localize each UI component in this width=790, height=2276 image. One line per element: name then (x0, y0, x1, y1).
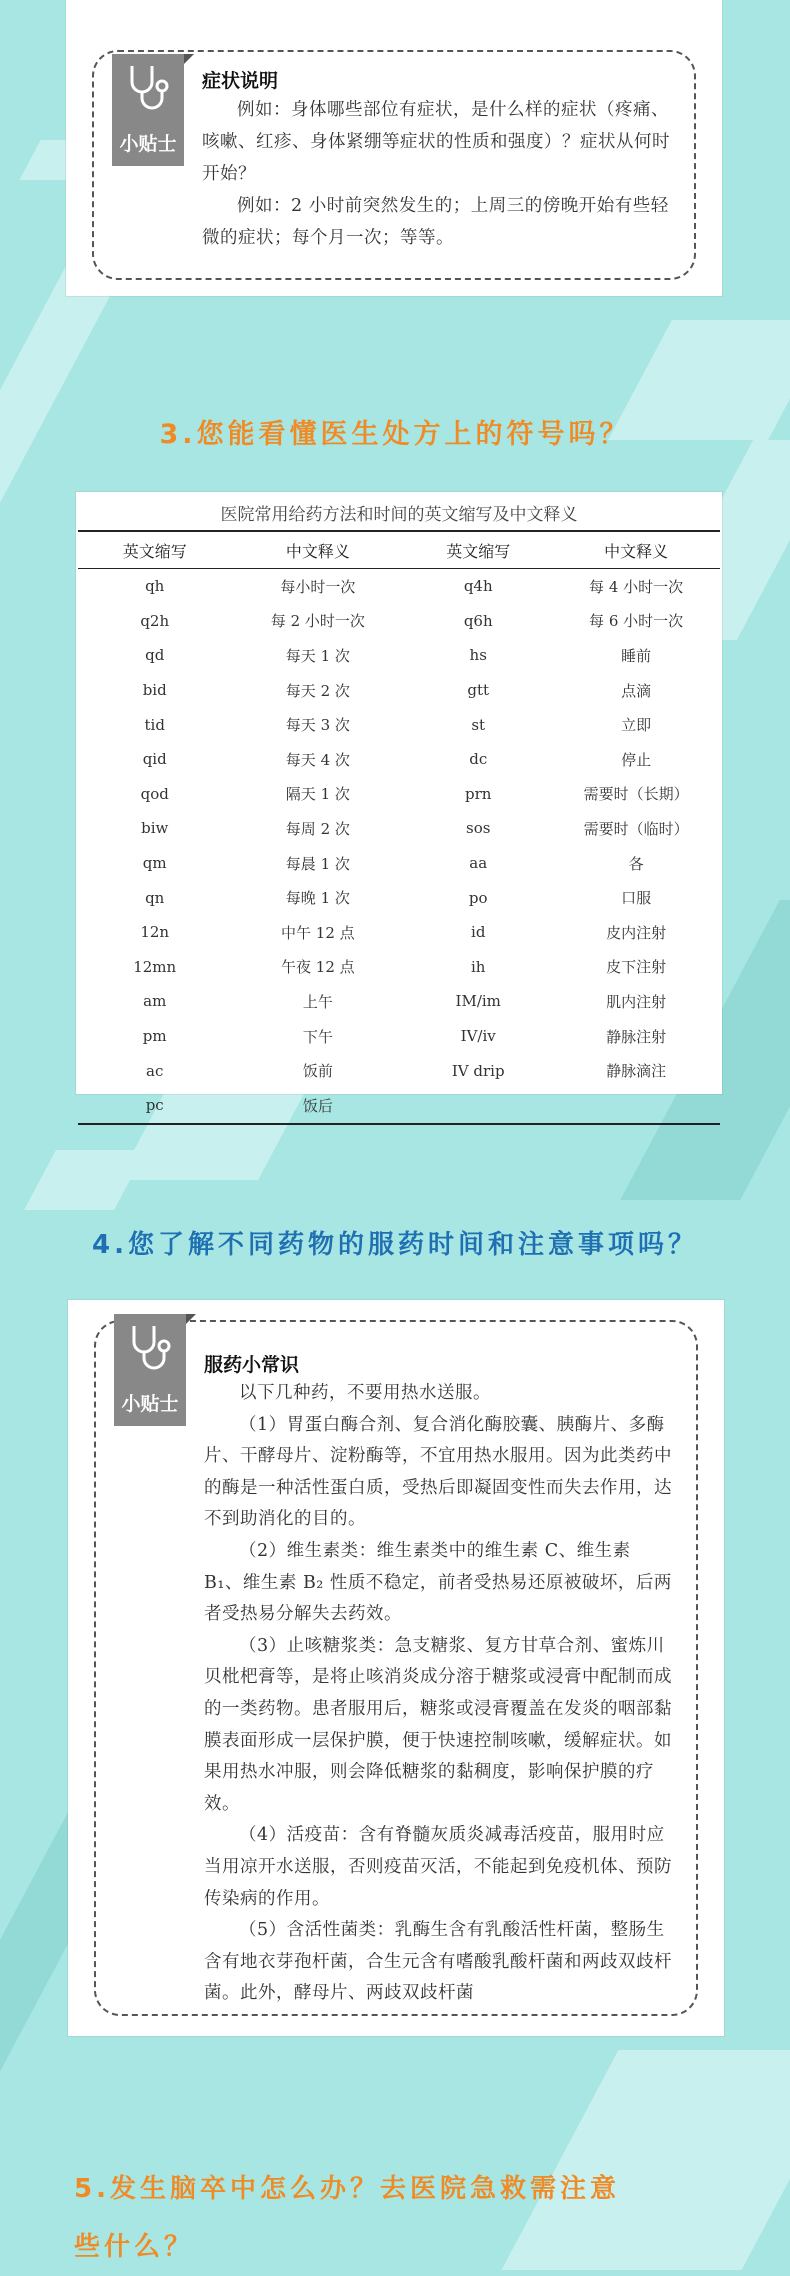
badge-label: 小贴士 (119, 133, 177, 155)
table-cell: 每 2 小时一次 (270, 612, 365, 631)
heading-line: 5.发生脑卒中怎么办？去医院急救需注意 (74, 2174, 620, 2204)
table-row (78, 707, 720, 742)
table-cell: biw (141, 819, 169, 838)
tip-body (202, 94, 672, 254)
tip-paragraph: （5）含活性菌类：乳酶生含有乳酸活性杆菌，整肠生含有地衣芽孢杆菌，合生元含有嗜酸乳酸杆菌和两歧双歧杆菌。此外，酵母片、两歧双歧杆菌 (204, 1920, 672, 2004)
table-title: 医院常用给药方法和时间的英文缩写及中文释义 (220, 505, 578, 525)
table-row (78, 915, 720, 950)
table-cell: 肌内注射 (606, 992, 667, 1011)
table-row (78, 880, 720, 915)
tip-paragraph: 以下几种药，不要用热水送服。 (239, 1383, 491, 1403)
table-row (78, 742, 720, 777)
table-cell: hs (469, 646, 487, 665)
table-cell: 静脉滴注 (606, 1062, 667, 1081)
table-cell: qd (145, 646, 165, 665)
table-cell: q2h (140, 611, 170, 630)
table-row (78, 950, 720, 985)
table-cell: 每天 1 次 (285, 646, 350, 665)
table-row (78, 638, 720, 673)
table-row (78, 777, 720, 812)
table-cell: sos (466, 819, 491, 838)
tip-paragraph: （4）活疫苗：含有脊髓灰质炎减毒活疫苗，服用时应当用凉开水送服，否则疫苗灭活，不能起到免疫机体、预防传染病的作用。 (204, 1825, 672, 1909)
table-cell: bid (142, 681, 167, 700)
table-cell: 立即 (621, 716, 652, 735)
tip-title: 症状说明 (202, 70, 279, 92)
tip-card-symptoms (66, 0, 722, 296)
table-cell: q6h (463, 611, 493, 630)
tip-paragraph: （3）止咳糖浆类：急支糖浆、复方甘草合剂、蜜炼川贝枇杷膏等，是将止咳消炎成分溶于糖浆或浸膏中配制而成的一类药物。患者服用后，糖浆或浸膏覆盖在发炎的咽部黏膜表面形成一层保护膜，便于快速控制咳嗽，缓解症状。如果用热水冲服，则会降低糖浆的黏稠度，影响保护膜的疗效。 (204, 1635, 672, 1814)
tip-badge (114, 1314, 186, 1426)
table-cell: dc (469, 750, 488, 769)
stethoscope-icon (124, 1322, 176, 1374)
table-cell: pc (78, 1088, 231, 1124)
bg-stripe (24, 1150, 146, 1210)
stethoscope-icon (122, 62, 174, 114)
table-cell: 睡前 (621, 646, 652, 665)
table-cell: qh (145, 577, 165, 596)
table-cell: 12mn (133, 957, 177, 976)
table-cell: qm (142, 854, 167, 873)
table-cell: 每天 2 次 (285, 681, 350, 700)
badge-fold (186, 1314, 196, 1324)
table-row (78, 811, 720, 846)
table-cell: gtt (467, 681, 490, 700)
table-row (78, 569, 720, 604)
section-heading-4: 4.您了解不同药物的服药时间和注意事项吗？ (92, 1230, 698, 1260)
table-cell: IV drip (451, 1061, 505, 1080)
table-cell: 饭后 (231, 1088, 404, 1124)
table-cell: q4h (463, 577, 493, 596)
table-cell: 每周 2 次 (285, 819, 350, 838)
table-cell: qod (140, 784, 169, 803)
bg-stripe (0, 260, 129, 520)
table-cell: prn (465, 784, 492, 803)
table-cell: 每天 3 次 (285, 716, 350, 735)
table-cell: qn (145, 888, 165, 907)
table-cell: tid (144, 715, 165, 734)
table-row (78, 1053, 720, 1088)
tip-card-medication (68, 1300, 724, 2036)
table-cell: 各 (628, 854, 644, 873)
table-cell: 中午 12 点 (281, 923, 355, 942)
table-cell: 上午 (302, 992, 333, 1011)
table-header: 英文缩写 (404, 531, 552, 569)
table-cell: ih (470, 957, 486, 976)
table-cell: aa (469, 854, 488, 873)
table-cell: IM/im (455, 992, 501, 1011)
tip-paragraph: （1）胃蛋白酶合剂、复合消化酶胶囊、胰酶片、多酶片、干酵母片、淀粉酶等，不宜用热水服用。因为此类药中的酶是一种活性蛋白质，受热后即凝固变性而失去作用，达不到助消化的目的。 (204, 1414, 672, 1530)
tip-paragraph: （2）维生素类：维生素类中的维生素 C、维生素 B₁、维生素 B₂ 性质不稳定，前者受热易还原被破坏，后两者受热易分解失去药效。 (204, 1540, 672, 1625)
table-cell: IV/iv (460, 1027, 496, 1046)
table-cell: 每小时一次 (280, 577, 356, 596)
table-cell: po (468, 888, 488, 907)
tip-badge (112, 54, 184, 166)
table-row (78, 846, 720, 881)
table-cell (552, 1088, 720, 1124)
tip-paragraph: 例如：2 小时前突然发生的；上周三的傍晚开始有些轻微的症状；每个月一次；等等。 (202, 196, 669, 248)
table-cell: qid (142, 750, 167, 769)
table-body (78, 569, 720, 1124)
table-cell: 每 6 小时一次 (589, 612, 684, 631)
section-heading-3: 3.您能看懂医生处方上的符号吗？ (159, 419, 631, 450)
table-cell: id (471, 923, 486, 942)
tip-title: 服药小常识 (204, 1354, 300, 1376)
table-cell: 每 4 小时一次 (589, 577, 684, 596)
heading-line: 些什么？ (74, 2232, 195, 2262)
tip-body (204, 1378, 674, 2010)
section-heading-5 (74, 2160, 750, 2276)
table-cell: 午夜 12 点 (281, 958, 355, 977)
table-cell: 12n (140, 923, 170, 942)
abbreviation-table (78, 530, 720, 1125)
table-cell: 皮内注射 (606, 923, 667, 942)
table-cell: 饭前 (302, 1062, 333, 1081)
table-cell: 静脉注射 (606, 1027, 667, 1046)
badge-label: 小贴士 (121, 1393, 179, 1415)
abbreviation-table-card (76, 492, 722, 1115)
table-row (78, 673, 720, 708)
table-row (78, 604, 720, 639)
table-cell: 每晨 1 次 (285, 854, 350, 873)
table-cell: am (143, 992, 167, 1011)
table-cell: 隔天 1 次 (285, 785, 350, 804)
table-cell: 需要时（长期） (583, 785, 689, 804)
table-header: 中文释义 (552, 531, 720, 569)
table-cell: 每晚 1 次 (285, 889, 350, 908)
table-cell: 需要时（临时） (583, 819, 689, 838)
tip-paragraph: 例如：身体哪些部位有症状，是什么样的症状（疼痛、咳嗽、红疹、身体紧绷等症状的性质和强度）？症状从何时开始？ (202, 100, 670, 184)
table-row (78, 984, 720, 1019)
table-row (78, 1088, 720, 1124)
badge-fold (184, 54, 194, 64)
table-cell: st (471, 715, 486, 734)
table-cell (404, 1088, 552, 1124)
table-cell: 皮下注射 (606, 958, 667, 977)
table-cell: 点滴 (621, 681, 652, 700)
table-cell: 下午 (302, 1027, 333, 1046)
table-header-row (78, 531, 720, 569)
table-header: 英文缩写 (78, 531, 231, 569)
table-cell: 停止 (621, 750, 652, 769)
table-cell: pm (142, 1027, 167, 1046)
table-row (78, 1019, 720, 1054)
table-cell: 每天 4 次 (285, 750, 350, 769)
table-cell: ac (146, 1061, 164, 1080)
table-header: 中文释义 (231, 531, 404, 569)
table-cell: 口服 (621, 889, 652, 908)
